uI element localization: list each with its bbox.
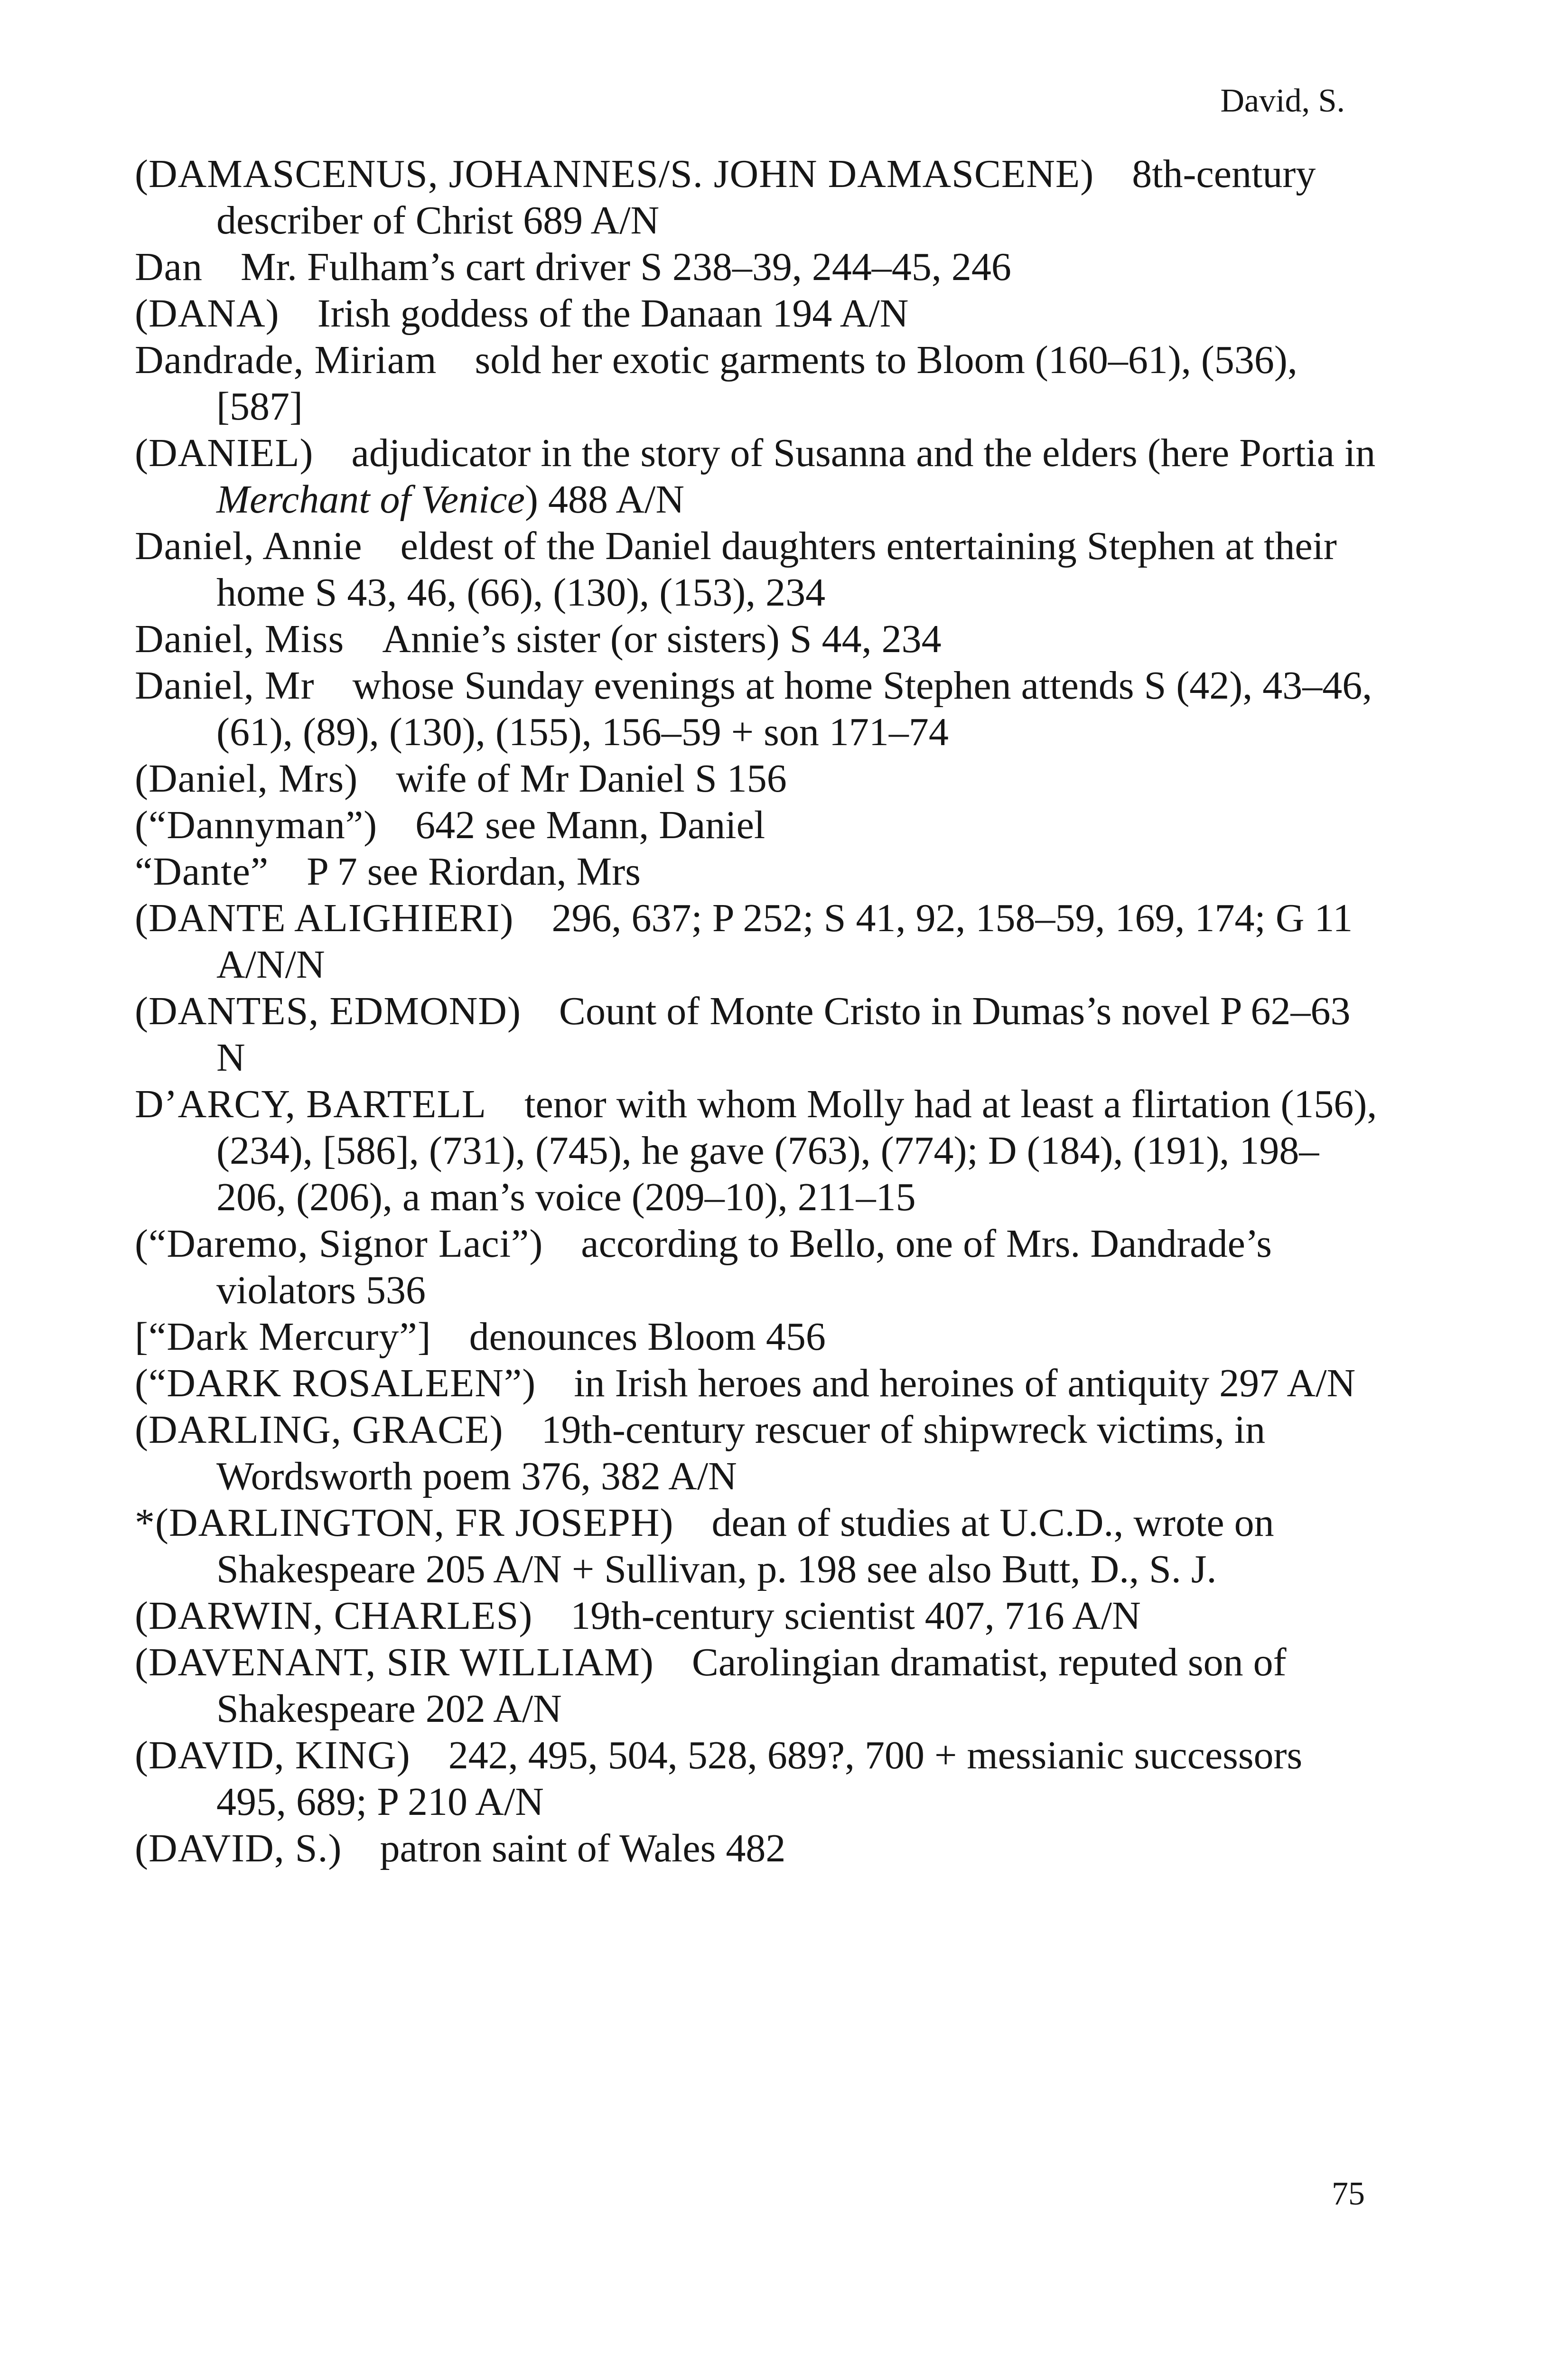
index-entry <box>135 1360 1378 1407</box>
entry-text: denounces Bloom 456 <box>469 1315 826 1359</box>
entry-headword: (Daniel, Mrs) <box>135 757 358 801</box>
running-head: David, S. <box>1220 83 1345 119</box>
entry-text: dean of studies at U.C.D., wrote on Shakespeare 205 A/N + Sullivan, p. 198 see also Butt, D., S. J. <box>216 1501 1274 1591</box>
index-entry <box>135 1593 1378 1639</box>
index-entry <box>135 337 1378 430</box>
entry-text: 8th-century describer of Christ 689 A/N <box>216 152 1316 243</box>
entry-headword: (DANTE ALIGHIERI) <box>135 896 514 940</box>
entry-text: Carolingian dramatist, reputed son of Shakespeare 202 A/N <box>216 1640 1287 1731</box>
entry-headword: D’ARCY, BARTELL <box>135 1082 487 1126</box>
index-entry <box>135 663 1378 756</box>
index-entry <box>135 802 1378 849</box>
entry-headword: (DARLING, GRACE) <box>135 1408 504 1452</box>
entry-headword: (DANTES, EDMOND) <box>135 989 521 1033</box>
index-entry-list <box>135 151 1378 1872</box>
entry-text: 19th-century rescuer of shipwreck victims, in Wordsworth poem 376, 382 A/N <box>216 1408 1266 1498</box>
entry-text: sold her exotic garments to Bloom (160–61), (536), [587] <box>216 338 1297 429</box>
index-entry <box>135 290 1378 337</box>
entry-italic-title: Merchant of Venice <box>216 477 525 522</box>
entry-text: patron saint of Wales 482 <box>380 1826 786 1870</box>
entry-headword: (DARWIN, CHARLES) <box>135 1594 533 1638</box>
entry-headword: Daniel, Mr <box>135 663 315 708</box>
entry-headword: (DAVID, KING) <box>135 1733 411 1777</box>
entry-headword: [“Dark Mercury”] <box>135 1315 431 1359</box>
entry-headword: (DAVENANT, SIR WILLIAM) <box>135 1640 654 1684</box>
entry-headword: “Dante” <box>135 850 269 894</box>
index-entry <box>135 1221 1378 1314</box>
index-entry <box>135 1081 1378 1221</box>
index-entry <box>135 151 1378 244</box>
entry-headword: Dandrade, Miriam <box>135 338 437 382</box>
entry-text: tenor with whom Molly had at least a flirtation (156), (234), [586], (731), (745), he gave (763), (774); D (184), (191), 198–206, (206), a man’s voice (209–10), 211–15 <box>216 1082 1377 1219</box>
entry-text: Count of Monte Cristo in Dumas’s novel P 62–63 N <box>216 989 1351 1080</box>
entry-text: eldest of the Daniel daughters entertaining Stephen at their home S 43, 46, (66), (130), (153), 234 <box>216 524 1337 615</box>
entry-headword: Daniel, Annie <box>135 524 363 568</box>
entry-headword: (DANA) <box>135 291 280 336</box>
index-entry <box>135 1500 1378 1593</box>
index-entry <box>135 895 1378 988</box>
index-entry <box>135 1407 1378 1500</box>
entry-text: 242, 495, 504, 528, 689?, 700 + messianic successors 495, 689; P 210 A/N <box>216 1733 1303 1824</box>
entry-text: 19th-century scientist 407, 716 A/N <box>570 1594 1141 1638</box>
entry-text: adjudicator in the story of Susanna and the elders (here Portia in <box>351 431 1376 475</box>
index-entry <box>135 523 1378 616</box>
index-entry <box>135 1314 1378 1360</box>
entry-headword: (“Dannyman”) <box>135 803 378 847</box>
page-number: 75 <box>1332 2176 1365 2212</box>
index-entry <box>135 244 1378 290</box>
index-entry <box>135 1825 1378 1872</box>
entry-headword: Dan <box>135 245 203 289</box>
entry-text: 642 see Mann, Daniel <box>415 803 765 847</box>
entry-headword: Daniel, Miss <box>135 617 345 661</box>
entry-text: 296, 637; P 252; S 41, 92, 158–59, 169, 174; G 11 A/N/N <box>216 896 1353 987</box>
entry-text: wife of Mr Daniel S 156 <box>396 757 787 801</box>
index-entry <box>135 430 1378 523</box>
entry-text: Irish goddess of the Danaan 194 A/N <box>317 291 909 336</box>
entry-text: in Irish heroes and heroines of antiquity 297 A/N <box>574 1361 1356 1405</box>
index-entry <box>135 988 1378 1081</box>
entry-text: whose Sunday evenings at home Stephen attends S (42), 43–46, (61), (89), (130), (155), 156–59 + son 171–74 <box>216 663 1372 754</box>
index-entry <box>135 849 1378 895</box>
entry-text: according to Bello, one of Mrs. Dandrade’s violators 536 <box>216 1222 1272 1312</box>
entry-headword: (“Daremo, Signor Laci”) <box>135 1222 543 1266</box>
index-entry <box>135 616 1378 663</box>
entry-headword: *(DARLINGTON, FR JOSEPH) <box>135 1501 674 1545</box>
entry-text-end: ) 488 A/N <box>524 477 684 522</box>
index-entry <box>135 1732 1378 1825</box>
entry-headword: (DAMASCENUS, JOHANNES/S. JOHN DAMASCENE) <box>135 152 1094 196</box>
entry-headword: (“DARK ROSALEEN”) <box>135 1361 536 1405</box>
entry-text: P 7 see Riordan, Mrs <box>307 850 641 894</box>
entry-text: Annie’s sister (or sisters) S 44, 234 <box>382 617 942 661</box>
index-entry <box>135 1639 1378 1732</box>
index-entry <box>135 756 1378 802</box>
entry-headword: (DANIEL) <box>135 431 314 475</box>
entry-text: Mr. Fulham’s cart driver S 238–39, 244–45, 246 <box>240 245 1011 289</box>
entry-headword: (DAVID, S.) <box>135 1826 342 1870</box>
